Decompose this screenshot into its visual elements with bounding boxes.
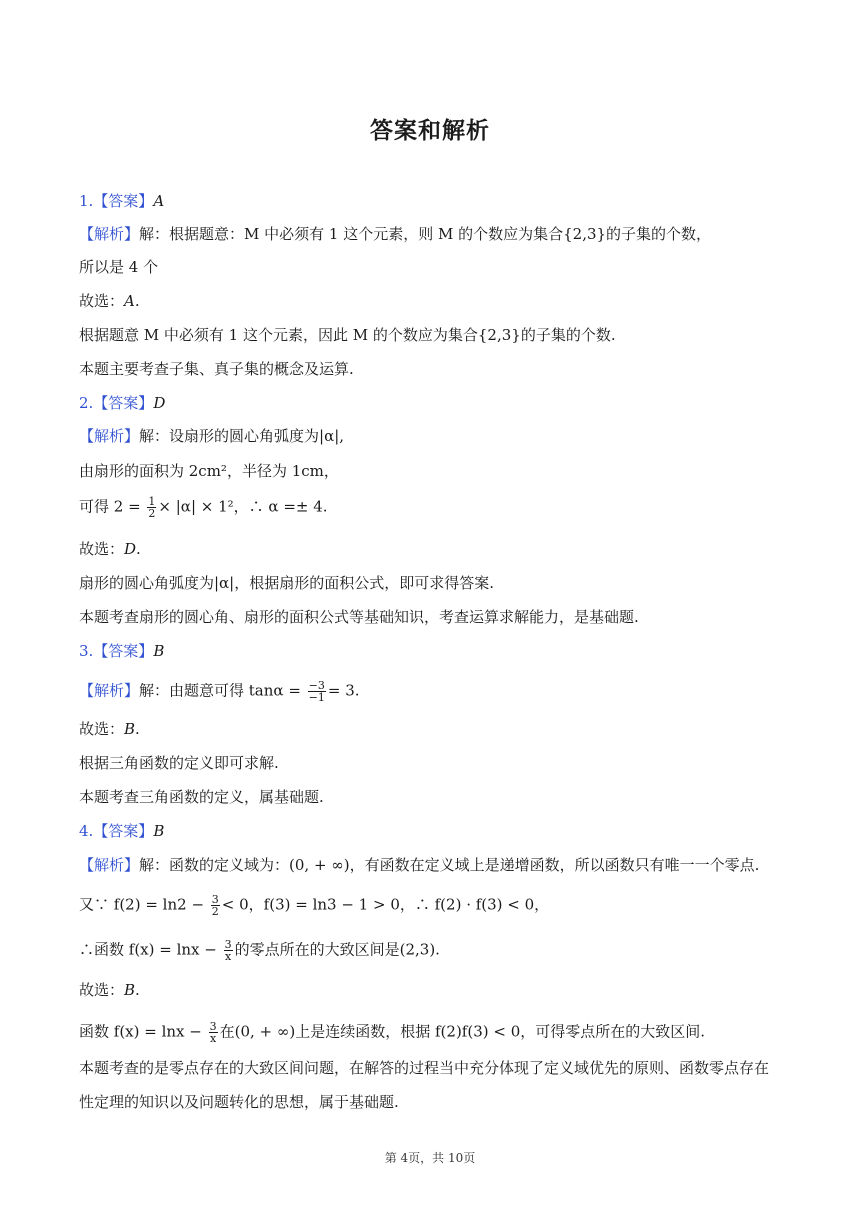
q2-choice-line [79, 539, 141, 559]
q1-answer-tag: 1.【答案】 [79, 192, 154, 210]
q3-answer-value: B [153, 642, 165, 660]
q1-choice-period: . [134, 292, 140, 310]
q2-choice-period: . [136, 540, 141, 558]
page-title: 答案和解析 [370, 118, 490, 144]
q1-analysis-text-1: 解：根据题意：M 中必须有 1 这个元素，则 M 的个数应为集合{2,3}的子集的个数， [139, 225, 712, 243]
q4-l5-fraction [209, 1021, 218, 1044]
q2-answer-tag: 2.【答案】 [79, 394, 154, 412]
q4-l2-end: < 0，f(3) = ln3 − 1 > 0，∴ f(2) · f(3) < 0， [221, 895, 550, 914]
q2-analysis-line-5: 扇形的圆心角弧度为|α|，根据扇形的面积公式，即可求得答案. [79, 574, 495, 592]
q4-analysis-tag: 【解析】 [79, 856, 140, 874]
q2-answer-line [79, 393, 165, 413]
q4-analysis-line-1 [79, 855, 759, 875]
q2-analysis-tag: 【解析】 [79, 427, 140, 445]
q2-choice-value: D [124, 540, 137, 558]
q4-l2-fraction [211, 894, 220, 917]
q4-choice-label: 故选： [79, 981, 125, 999]
q1-choice-value: A [124, 292, 135, 310]
q4-choice-period: . [135, 981, 140, 999]
q3-analysis-line-4: 本题考查三角函数的定义，属基础题. [79, 788, 324, 806]
q1-analysis-line-1 [79, 224, 711, 244]
q3-analysis-tag: 【解析】 [79, 681, 140, 700]
page-footer: 第 4页，共 10页 [384, 1151, 476, 1165]
q3-choice-line [79, 719, 140, 739]
q4-analysis-line-2 [79, 894, 549, 917]
q4-l3-start: ∴函数 f(x) = lnx − [79, 940, 222, 959]
q4-l5-end: 在(0, + ∞)上是连续函数，根据 f(2)f(3) < 0，可得零点所在的大致区间. [219, 1022, 706, 1041]
q4-choice-line [79, 980, 140, 1000]
q3-formula-end: = 3. [327, 681, 360, 700]
q1-choice-line [79, 291, 140, 311]
q3-choice-period: . [135, 720, 140, 738]
q4-l5-fraction-den: x [210, 1032, 217, 1045]
q1-analysis-line-5: 本题主要考查子集、真子集的概念及运算. [79, 360, 354, 378]
q2-fraction [147, 496, 156, 519]
q3-choice-value: B [124, 720, 136, 738]
q4-analysis-line-7: 性定理的知识以及问题转化的思想，属于基础题. [79, 1093, 399, 1111]
q4-l3-fraction-num: 3 [224, 938, 232, 951]
q3-answer-line [79, 641, 164, 661]
q2-analysis-line-6: 本题考查扇形的圆心角、扇形的面积公式等基础知识，考查运算求解能力，是基础题. [79, 608, 639, 626]
q4-analysis-text-1: 解：函数的定义域为：(0, + ∞)，有函数在定义域上是递增函数，所以函数只有唯一一个零点. [139, 856, 760, 874]
q4-answer-tag: 4.【答案】 [79, 822, 154, 840]
q2-analysis-line-2: 由扇形的面积为 2cm²，半径为 1cm， [79, 462, 339, 480]
q2-formula-end: × |α| × 1²，∴ α =± 4. [158, 497, 328, 516]
q3-fraction-num: −3 [308, 679, 325, 692]
q3-formula-start: 解：由题意可得 tanα = [139, 681, 306, 700]
q4-choice-value: B [124, 981, 136, 999]
q1-answer-value: A [153, 192, 165, 210]
q4-l3-fraction [224, 939, 233, 962]
q3-choice-label: 故选： [79, 720, 125, 738]
q4-analysis-line-6: 本题考查的是零点存在的大致区间问题，在解答的过程当中充分体现了定义域优先的原则、函数零点存在 [79, 1059, 770, 1077]
q4-analysis-line-3 [79, 939, 440, 962]
q2-analysis-line-3 [79, 496, 328, 519]
q2-fraction-den: 2 [148, 507, 156, 520]
q3-fraction-den: −1 [308, 691, 325, 704]
q3-answer-tag: 3.【答案】 [79, 642, 154, 660]
q1-analysis-line-4: 根据题意 M 中必须有 1 这个元素，因此 M 的个数应为集合{2,3}的子集的个数. [79, 326, 616, 344]
q1-analysis-tag: 【解析】 [79, 225, 140, 243]
q4-answer-value: B [153, 822, 165, 840]
q4-analysis-line-5 [79, 1021, 705, 1044]
q2-choice-label: 故选： [79, 540, 125, 558]
q2-fraction-num: 1 [148, 495, 156, 508]
q1-answer-line [79, 191, 164, 211]
q4-l3-fraction-den: x [225, 950, 232, 963]
q4-l3-end: 的零点所在的大致区间是(2,3). [234, 940, 440, 959]
q1-analysis-line-2: 所以是 4 个 [79, 258, 159, 276]
q4-l2-fraction-num: 3 [211, 893, 219, 906]
q2-analysis-line-1 [79, 426, 344, 446]
q2-formula-start: 可得 2 = [79, 497, 146, 516]
q3-analysis-line-1 [79, 680, 360, 703]
q4-l5-fraction-num: 3 [209, 1020, 217, 1033]
q2-answer-value: D [153, 394, 166, 412]
q4-l2-fraction-den: 2 [211, 905, 219, 918]
q4-answer-line [79, 821, 164, 841]
q3-analysis-line-3: 根据三角函数的定义即可求解. [79, 754, 279, 772]
q2-analysis-text-1: 解：设扇形的圆心角弧度为|α|, [139, 427, 345, 445]
q1-choice-label: 故选： [79, 292, 125, 310]
q3-fraction [308, 680, 326, 703]
q4-l2-start: 又∵ f(2) = ln2 − [79, 895, 209, 914]
q4-l5-start: 函数 f(x) = lnx − [79, 1022, 207, 1041]
